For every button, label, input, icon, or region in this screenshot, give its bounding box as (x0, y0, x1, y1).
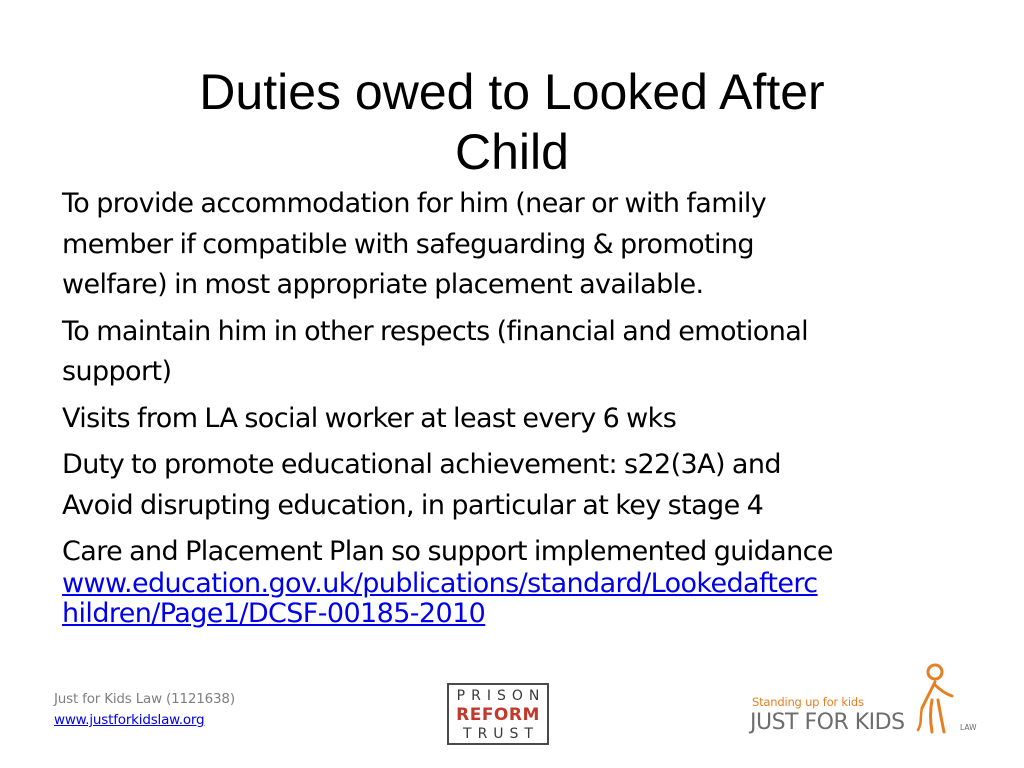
bullet-care-plan (62, 532, 972, 629)
bullet-text: To provide accommodation for him (near or with family (62, 188, 767, 219)
bullet-text: Care and Placement Plan so support implemented guidance (62, 536, 833, 567)
title-line-2: Child (455, 123, 569, 180)
just-for-kids-logo (748, 660, 978, 750)
bullet-accommodation (62, 184, 972, 306)
jfk-law: LAW (960, 723, 977, 732)
footer-org-link[interactable]: www.justforkidslaw.org (54, 712, 205, 728)
bullet-text: Duty to promote educational achievement: s22(3A) and (62, 449, 781, 480)
bullet-maintain (62, 312, 972, 393)
jfk-name: JUST FOR KIDS (750, 710, 905, 735)
footer (54, 689, 235, 731)
footer-org-name: Just for Kids Law (1121638) (54, 691, 235, 707)
child-figure-icon (908, 660, 978, 750)
bullet-visits (62, 399, 972, 440)
bullet-text: member if compatible with safeguarding & promoting (62, 228, 754, 260)
guidance-link-line-2[interactable]: hildren/Page1/DCSF-00185-2010 (62, 597, 486, 629)
title-line-1: Duties owed to Looked After (199, 63, 825, 120)
prt-logo-line-2: REFORM (456, 705, 540, 725)
bullet-text: welfare) in most appropriate placement available. (62, 269, 704, 300)
slide-body (62, 184, 972, 629)
bullet-education (62, 445, 972, 526)
bullet-text: To maintain him in other respects (financial and emotional (62, 315, 809, 347)
prt-logo-line-1: PRISON (456, 688, 546, 704)
jfk-tagline: Standing up for kids (752, 695, 864, 709)
slide-title (60, 62, 964, 182)
bullet-text: support) (62, 356, 172, 387)
guidance-link[interactable] (62, 569, 972, 629)
bullet-text: Visits from LA social worker at least every 6 wks (62, 402, 677, 434)
guidance-link-line-1[interactable]: www.education.gov.uk/publications/standard/Lookedafterc (62, 567, 818, 599)
prison-reform-trust-logo (447, 683, 549, 745)
bullet-text: Avoid disrupting education, in particular at key stage 4 (62, 489, 764, 521)
prt-logo-line-3: TRUST (463, 726, 539, 742)
